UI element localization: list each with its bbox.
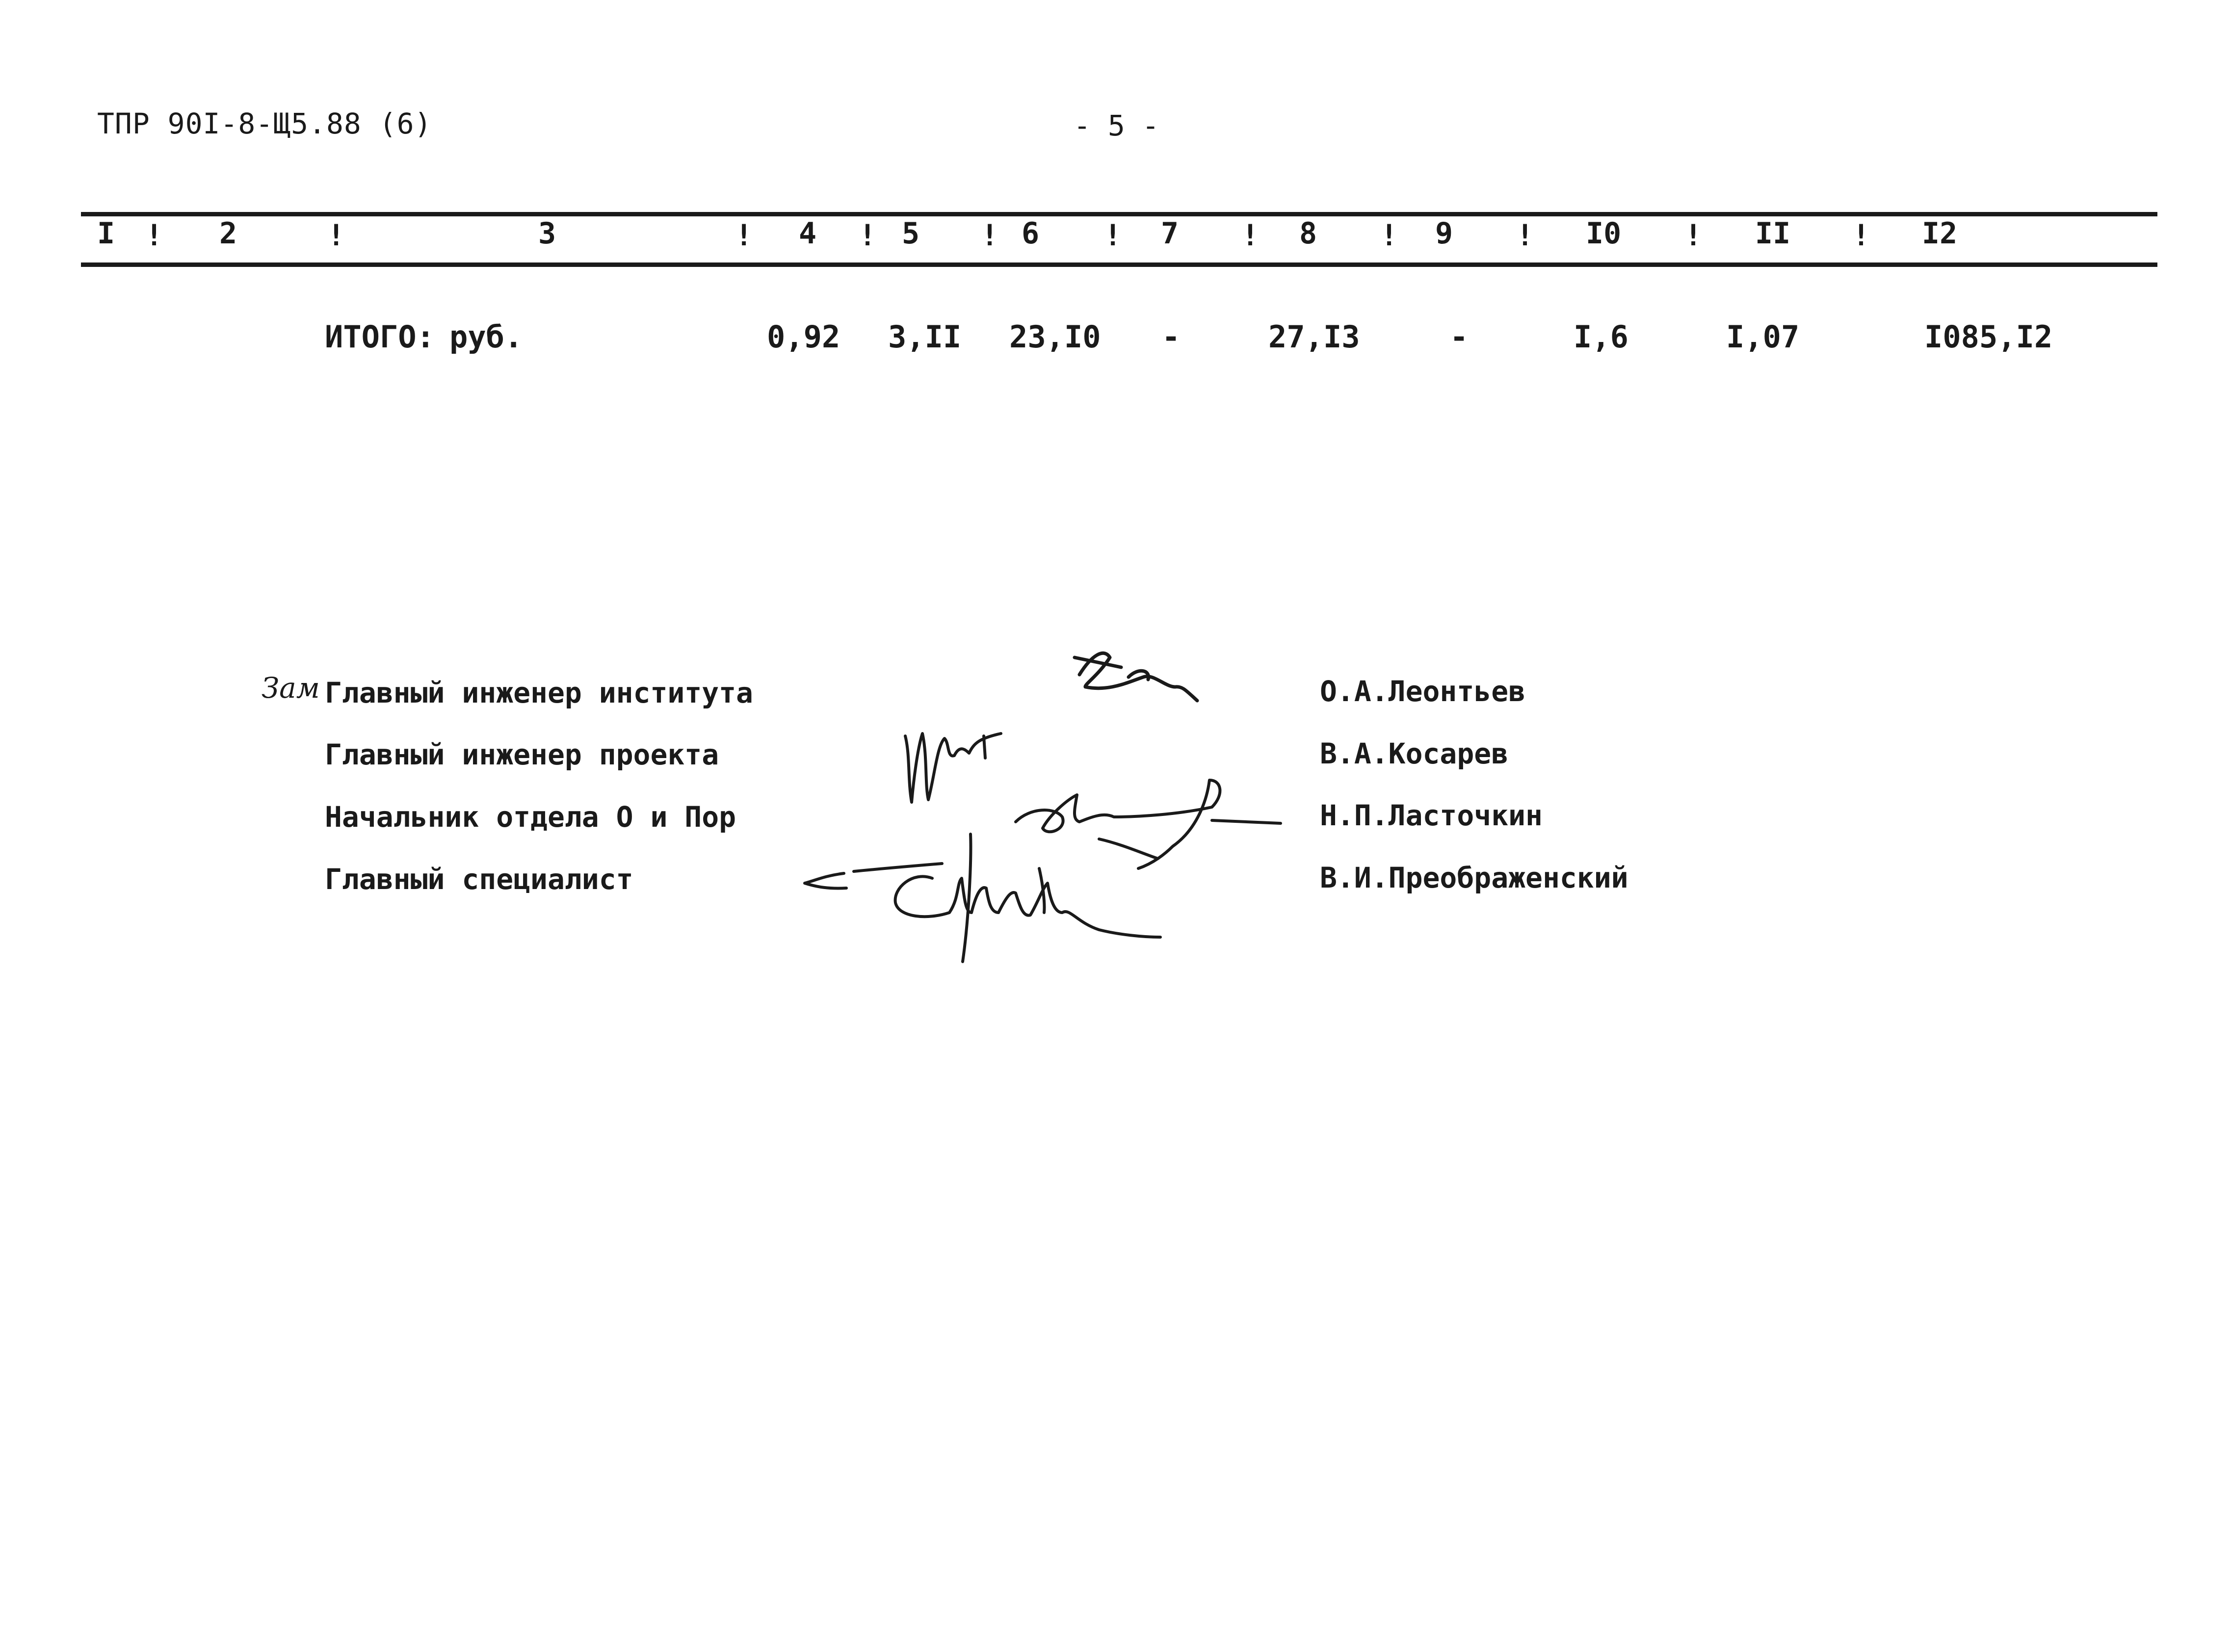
total-unit: руб. <box>449 319 523 355</box>
signatory-name-4: В.И.Преображенский <box>1320 861 1628 894</box>
handwritten-prefix: Зам <box>262 671 320 705</box>
signatory-title-4: Главный специалист <box>325 863 633 896</box>
signature-3 <box>1016 780 1281 868</box>
total-value-col9: - <box>1450 319 1469 355</box>
column-separator: ! <box>859 218 877 253</box>
column-number-2: 2 <box>219 216 237 251</box>
signatory-title-1: Главный инженер института <box>325 676 753 709</box>
column-separator: ! <box>1104 218 1122 253</box>
signature-1 <box>1075 653 1197 701</box>
column-number-11: II <box>1755 216 1791 251</box>
column-separator: ! <box>1380 218 1398 253</box>
column-number-4: 4 <box>799 216 817 251</box>
signatory-title-2: Главный инженер проекта <box>325 738 719 771</box>
column-number-6: 6 <box>1022 216 1040 251</box>
column-number-10: I0 <box>1586 216 1622 251</box>
column-number-9: 9 <box>1435 216 1453 251</box>
signature-4 <box>805 834 1160 962</box>
total-value-col6: 23,I0 <box>1009 319 1101 355</box>
column-number-8: 8 <box>1299 216 1317 251</box>
column-number-7: 7 <box>1161 216 1179 251</box>
page-number: - 5 - <box>1074 109 1159 142</box>
column-separator: ! <box>735 218 753 253</box>
column-number-12: I2 <box>1922 216 1958 251</box>
column-separator: ! <box>1241 218 1260 253</box>
signature-2 <box>905 734 1001 802</box>
total-value-col7: - <box>1162 319 1181 355</box>
total-label: ИТОГО: <box>325 319 435 355</box>
column-number-5: 5 <box>902 216 920 251</box>
total-value-col10: I,6 <box>1574 319 1628 355</box>
column-separator: ! <box>981 218 999 253</box>
total-value-col12: I085,I2 <box>1924 319 2053 355</box>
total-value-col11: I,07 <box>1726 319 1800 355</box>
column-separator: ! <box>1516 218 1534 253</box>
total-value-col5: 3,II <box>888 319 962 355</box>
total-value-col8: 27,I3 <box>1268 319 1360 355</box>
signatory-name-2: В.А.Косарев <box>1320 737 1509 770</box>
column-number-3: 3 <box>538 216 556 251</box>
signatory-title-3: Начальник отдела О и Пор <box>325 800 736 834</box>
column-separator: ! <box>145 218 163 253</box>
column-number-1: I <box>97 216 115 251</box>
column-separator: ! <box>327 218 345 253</box>
column-separator: ! <box>1684 218 1703 253</box>
signatory-name-3: Н.П.Ласточкин <box>1320 799 1543 832</box>
document-code: ТПР 90I-8-Щ5.88 (6) <box>97 107 432 140</box>
signatory-name-1: О.А.Леонтьев <box>1320 675 1526 708</box>
total-value-col4: 0,92 <box>767 319 840 355</box>
column-separator: ! <box>1852 218 1870 253</box>
